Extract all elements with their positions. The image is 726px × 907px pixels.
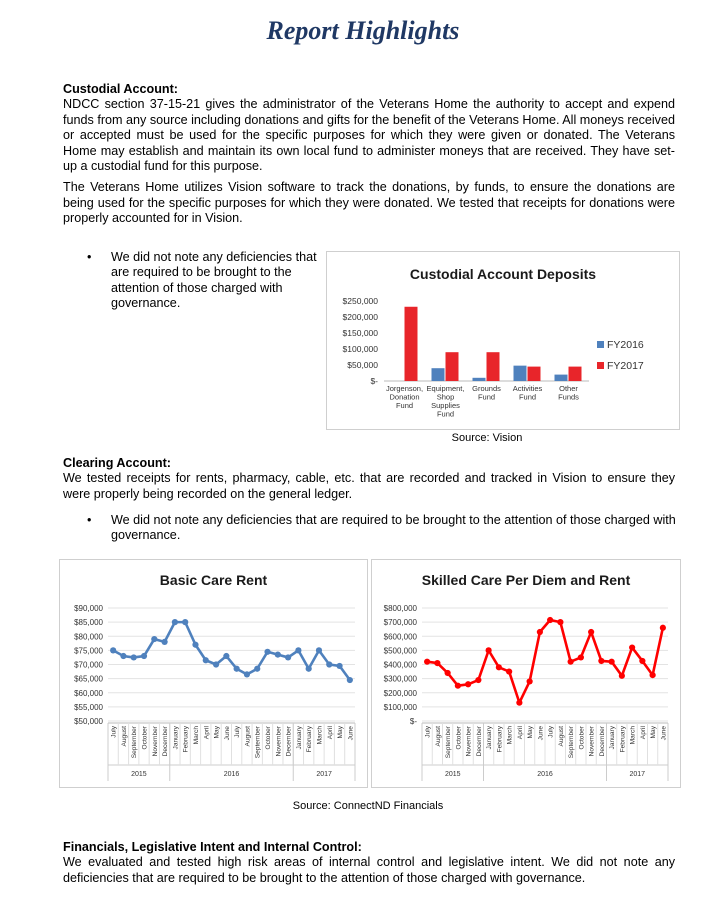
x-month-label: August — [557, 726, 565, 747]
y-tick-label: $- — [409, 717, 417, 726]
x-month-label: November — [588, 726, 596, 757]
clearing-paragraph: We tested receipts for rents, pharmacy, cable, etc. that are recorded and tracked in Vision to ensure they were properly being recorded on the general ledger. — [63, 471, 675, 501]
x-month-label: July — [424, 726, 432, 738]
x-month-label: April — [203, 726, 211, 740]
data-point — [316, 647, 322, 653]
data-point — [496, 664, 502, 670]
bar-fy2016 — [432, 368, 445, 381]
data-point — [336, 663, 342, 669]
x-month-label: July — [547, 726, 555, 738]
x-month-label: September — [568, 726, 576, 759]
basic-care-chart-plot — [60, 560, 367, 787]
data-point — [527, 678, 533, 684]
x-month-label: July — [234, 726, 242, 738]
y-tick-label: $200,000 — [383, 688, 417, 698]
data-point — [516, 700, 522, 706]
legend-swatch-fy2017 — [597, 362, 604, 369]
bar-fy2017 — [569, 367, 582, 381]
data-point — [203, 657, 209, 663]
y-tick-label: $400,000 — [383, 660, 417, 670]
bullet-icon: • — [87, 513, 92, 527]
x-month-label: June — [660, 726, 668, 741]
x-month-label: June — [537, 726, 545, 741]
y-tick-label: $600,000 — [383, 632, 417, 642]
data-point — [537, 629, 543, 635]
x-month-label: August — [120, 726, 128, 747]
custodial-heading: Custodial Account: — [63, 82, 178, 96]
x-month-label: November — [151, 726, 159, 757]
data-point — [578, 654, 584, 660]
y-tick-label: $90,000 — [74, 604, 103, 613]
custodial-section — [63, 82, 675, 227]
data-point — [326, 661, 332, 667]
financials-heading: Financials, Legislative Intent and Internal Control: — [63, 840, 362, 854]
x-month-label: February — [496, 726, 504, 753]
x-month-label: December — [475, 726, 483, 757]
skilled-care-chart-plot — [372, 560, 680, 787]
y-tick-label: $80,000 — [74, 632, 103, 642]
data-point — [547, 617, 553, 623]
x-month-label: February — [182, 726, 190, 753]
data-point — [131, 654, 137, 660]
x-category-label: Activities Fund — [512, 384, 543, 402]
series-line — [427, 620, 663, 703]
clearing-section — [63, 456, 675, 502]
legend-swatch-fy2016 — [597, 341, 604, 348]
data-point — [285, 654, 291, 660]
data-point — [213, 661, 219, 667]
data-point — [254, 666, 260, 672]
data-point — [619, 673, 625, 679]
x-month-label: April — [326, 726, 334, 740]
y-tick-label: $- — [370, 376, 378, 386]
y-tick-label: $250,000 — [342, 296, 378, 306]
data-point — [445, 670, 451, 676]
x-month-label: August — [434, 726, 442, 747]
clearing-heading: Clearing Account: — [63, 456, 171, 470]
x-month-label: August — [244, 726, 252, 747]
x-category-label: Equipment, Shop Supplies Fund — [426, 384, 465, 419]
data-point — [475, 677, 481, 683]
data-point — [182, 619, 188, 625]
bar-fy2016 — [514, 366, 527, 381]
data-point — [223, 653, 229, 659]
data-point — [568, 659, 574, 665]
x-year-label: 2017 — [316, 771, 332, 778]
custodial-chart-plot — [327, 252, 679, 429]
y-tick-label: $50,000 — [347, 360, 378, 370]
y-tick-label: $500,000 — [383, 646, 417, 656]
data-point — [120, 653, 126, 659]
x-year-label: 2016 — [223, 771, 240, 778]
bar-fy2017 — [487, 352, 500, 381]
bar-fy2017 — [405, 307, 418, 381]
x-year-label: 2015 — [131, 771, 147, 778]
data-point — [275, 652, 281, 658]
x-month-label: June — [347, 726, 355, 741]
x-month-label: January — [609, 726, 617, 750]
x-month-label: October — [265, 726, 273, 750]
data-point — [486, 647, 492, 653]
data-point — [424, 659, 430, 665]
x-month-label: November — [465, 726, 473, 757]
data-point — [244, 671, 250, 677]
x-month-label: September — [131, 726, 139, 759]
legend-label-fy2016: FY2016 — [607, 339, 644, 351]
y-tick-label: $75,000 — [74, 646, 103, 656]
bar-fy2017 — [446, 352, 459, 381]
x-month-label: May — [650, 726, 658, 739]
custodial-paragraph-1: NDCC section 37-15-21 gives the administrator of the Veterans Home the authority to accept and expend funds from any source including donations and gifts for the benefit of the Veterans Home. All moneys received or accepted must be used for the specific purposes for which they were given or donated. The Veterans Home may establish and maintain its own local fund to administer moneys that are received. They have set-up a custodial fund for this purpose. — [63, 97, 675, 174]
basic-care-chart-title: Basic Care Rent — [159, 572, 268, 588]
data-point — [650, 672, 656, 678]
x-month-label: December — [598, 726, 606, 757]
x-month-label: May — [337, 726, 345, 739]
skilled-care-chart — [371, 559, 681, 788]
x-month-label: July — [110, 726, 118, 738]
custodial-chart-title: Custodial Account Deposits — [409, 266, 597, 282]
y-tick-label: $65,000 — [74, 674, 103, 684]
series-line — [113, 622, 350, 680]
data-point — [306, 666, 312, 672]
y-tick-label: $100,000 — [342, 344, 378, 354]
x-month-label: April — [516, 726, 524, 740]
y-tick-label: $200,000 — [342, 312, 378, 322]
data-point — [598, 658, 604, 664]
data-point — [172, 619, 178, 625]
x-month-label: February — [619, 726, 627, 753]
data-point — [455, 683, 461, 689]
x-month-label: November — [275, 726, 283, 757]
y-tick-label: $150,000 — [342, 328, 378, 338]
x-month-label: March — [316, 726, 324, 745]
x-year-label: 2015 — [444, 771, 461, 778]
y-tick-label: $700,000 — [383, 618, 417, 628]
x-year-label: 2016 — [537, 771, 553, 778]
bar-fy2016 — [473, 378, 486, 381]
x-category-label: Grounds Fund — [472, 384, 501, 402]
x-month-label: March — [629, 726, 637, 745]
data-point — [609, 659, 615, 665]
page-title: Report Highlights — [266, 16, 460, 45]
custodial-chart — [326, 251, 680, 430]
basic-care-chart — [59, 559, 368, 788]
x-category-label: Jorgenson, Donation Fund — [385, 384, 424, 410]
data-point — [557, 619, 563, 625]
data-point — [234, 666, 240, 672]
data-point — [295, 647, 301, 653]
skilled-care-chart-title: Skilled Care Per Diem and Rent — [421, 572, 631, 588]
x-month-label: February — [306, 726, 314, 753]
y-tick-label: $70,000 — [74, 660, 103, 670]
bullet-icon: • — [87, 250, 92, 264]
custodial-source: Source: Vision — [451, 432, 523, 444]
x-month-label: January — [172, 726, 180, 750]
y-tick-label: $60,000 — [74, 688, 103, 698]
custodial-paragraph-2: The Veterans Home utilizes Vision software to track the donations, by funds, to ensure the donations are being used for the specific purposes for which they were donated. We tested that receipts for donations were properly accounted for in Vision. — [63, 180, 675, 226]
data-point — [264, 649, 270, 655]
data-point — [660, 625, 666, 631]
x-month-label: December — [285, 726, 293, 757]
x-month-label: January — [486, 726, 494, 750]
legend-label-fy2017: FY2017 — [607, 360, 644, 372]
data-point — [192, 642, 198, 648]
custodial-bullet-text: We did not note any deficiencies that are required to be brought to the attention of those charged with governance. — [111, 250, 317, 311]
data-point — [639, 658, 645, 664]
data-point — [506, 668, 512, 674]
x-category-label: Other Funds — [558, 384, 579, 402]
y-tick-label: $100,000 — [383, 702, 417, 712]
data-point — [588, 629, 594, 635]
x-month-label: September — [445, 726, 453, 759]
y-tick-label: $85,000 — [74, 618, 103, 628]
y-tick-label: $55,000 — [74, 702, 103, 712]
x-month-label: October — [578, 726, 586, 750]
y-tick-label: $800,000 — [383, 604, 417, 613]
x-month-label: October — [141, 726, 149, 750]
financials-paragraph: We evaluated and tested high risk areas of internal control and legislative intent. We did not note any deficiencies that are required to be brought to the attention of those charged with governance. — [63, 855, 675, 885]
x-month-label: April — [639, 726, 647, 740]
bar-fy2017 — [528, 367, 541, 381]
x-month-label: December — [162, 726, 170, 757]
y-tick-label: $50,000 — [74, 717, 103, 726]
bar-fy2016 — [555, 375, 568, 381]
data-point — [434, 660, 440, 666]
financials-section — [63, 840, 675, 886]
clearing-source: Source: ConnectND Financials — [292, 800, 444, 812]
x-year-label: 2017 — [629, 771, 646, 778]
data-point — [110, 647, 116, 653]
data-point — [141, 653, 147, 659]
x-month-label: September — [254, 726, 262, 759]
data-point — [151, 636, 157, 642]
clearing-bullet-text: We did not note any deficiencies that are required to be brought to the attention of those charged with governance. — [111, 513, 676, 543]
x-month-label: June — [223, 726, 231, 741]
x-month-label: May — [527, 726, 535, 739]
x-month-label: March — [506, 726, 514, 745]
x-month-label: January — [295, 726, 303, 750]
data-point — [629, 644, 635, 650]
x-month-label: May — [213, 726, 221, 739]
x-month-label: October — [455, 726, 463, 750]
data-point — [465, 681, 471, 687]
x-month-label: March — [192, 726, 200, 745]
data-point — [162, 639, 168, 645]
y-tick-label: $300,000 — [383, 674, 417, 684]
data-point — [347, 677, 353, 683]
